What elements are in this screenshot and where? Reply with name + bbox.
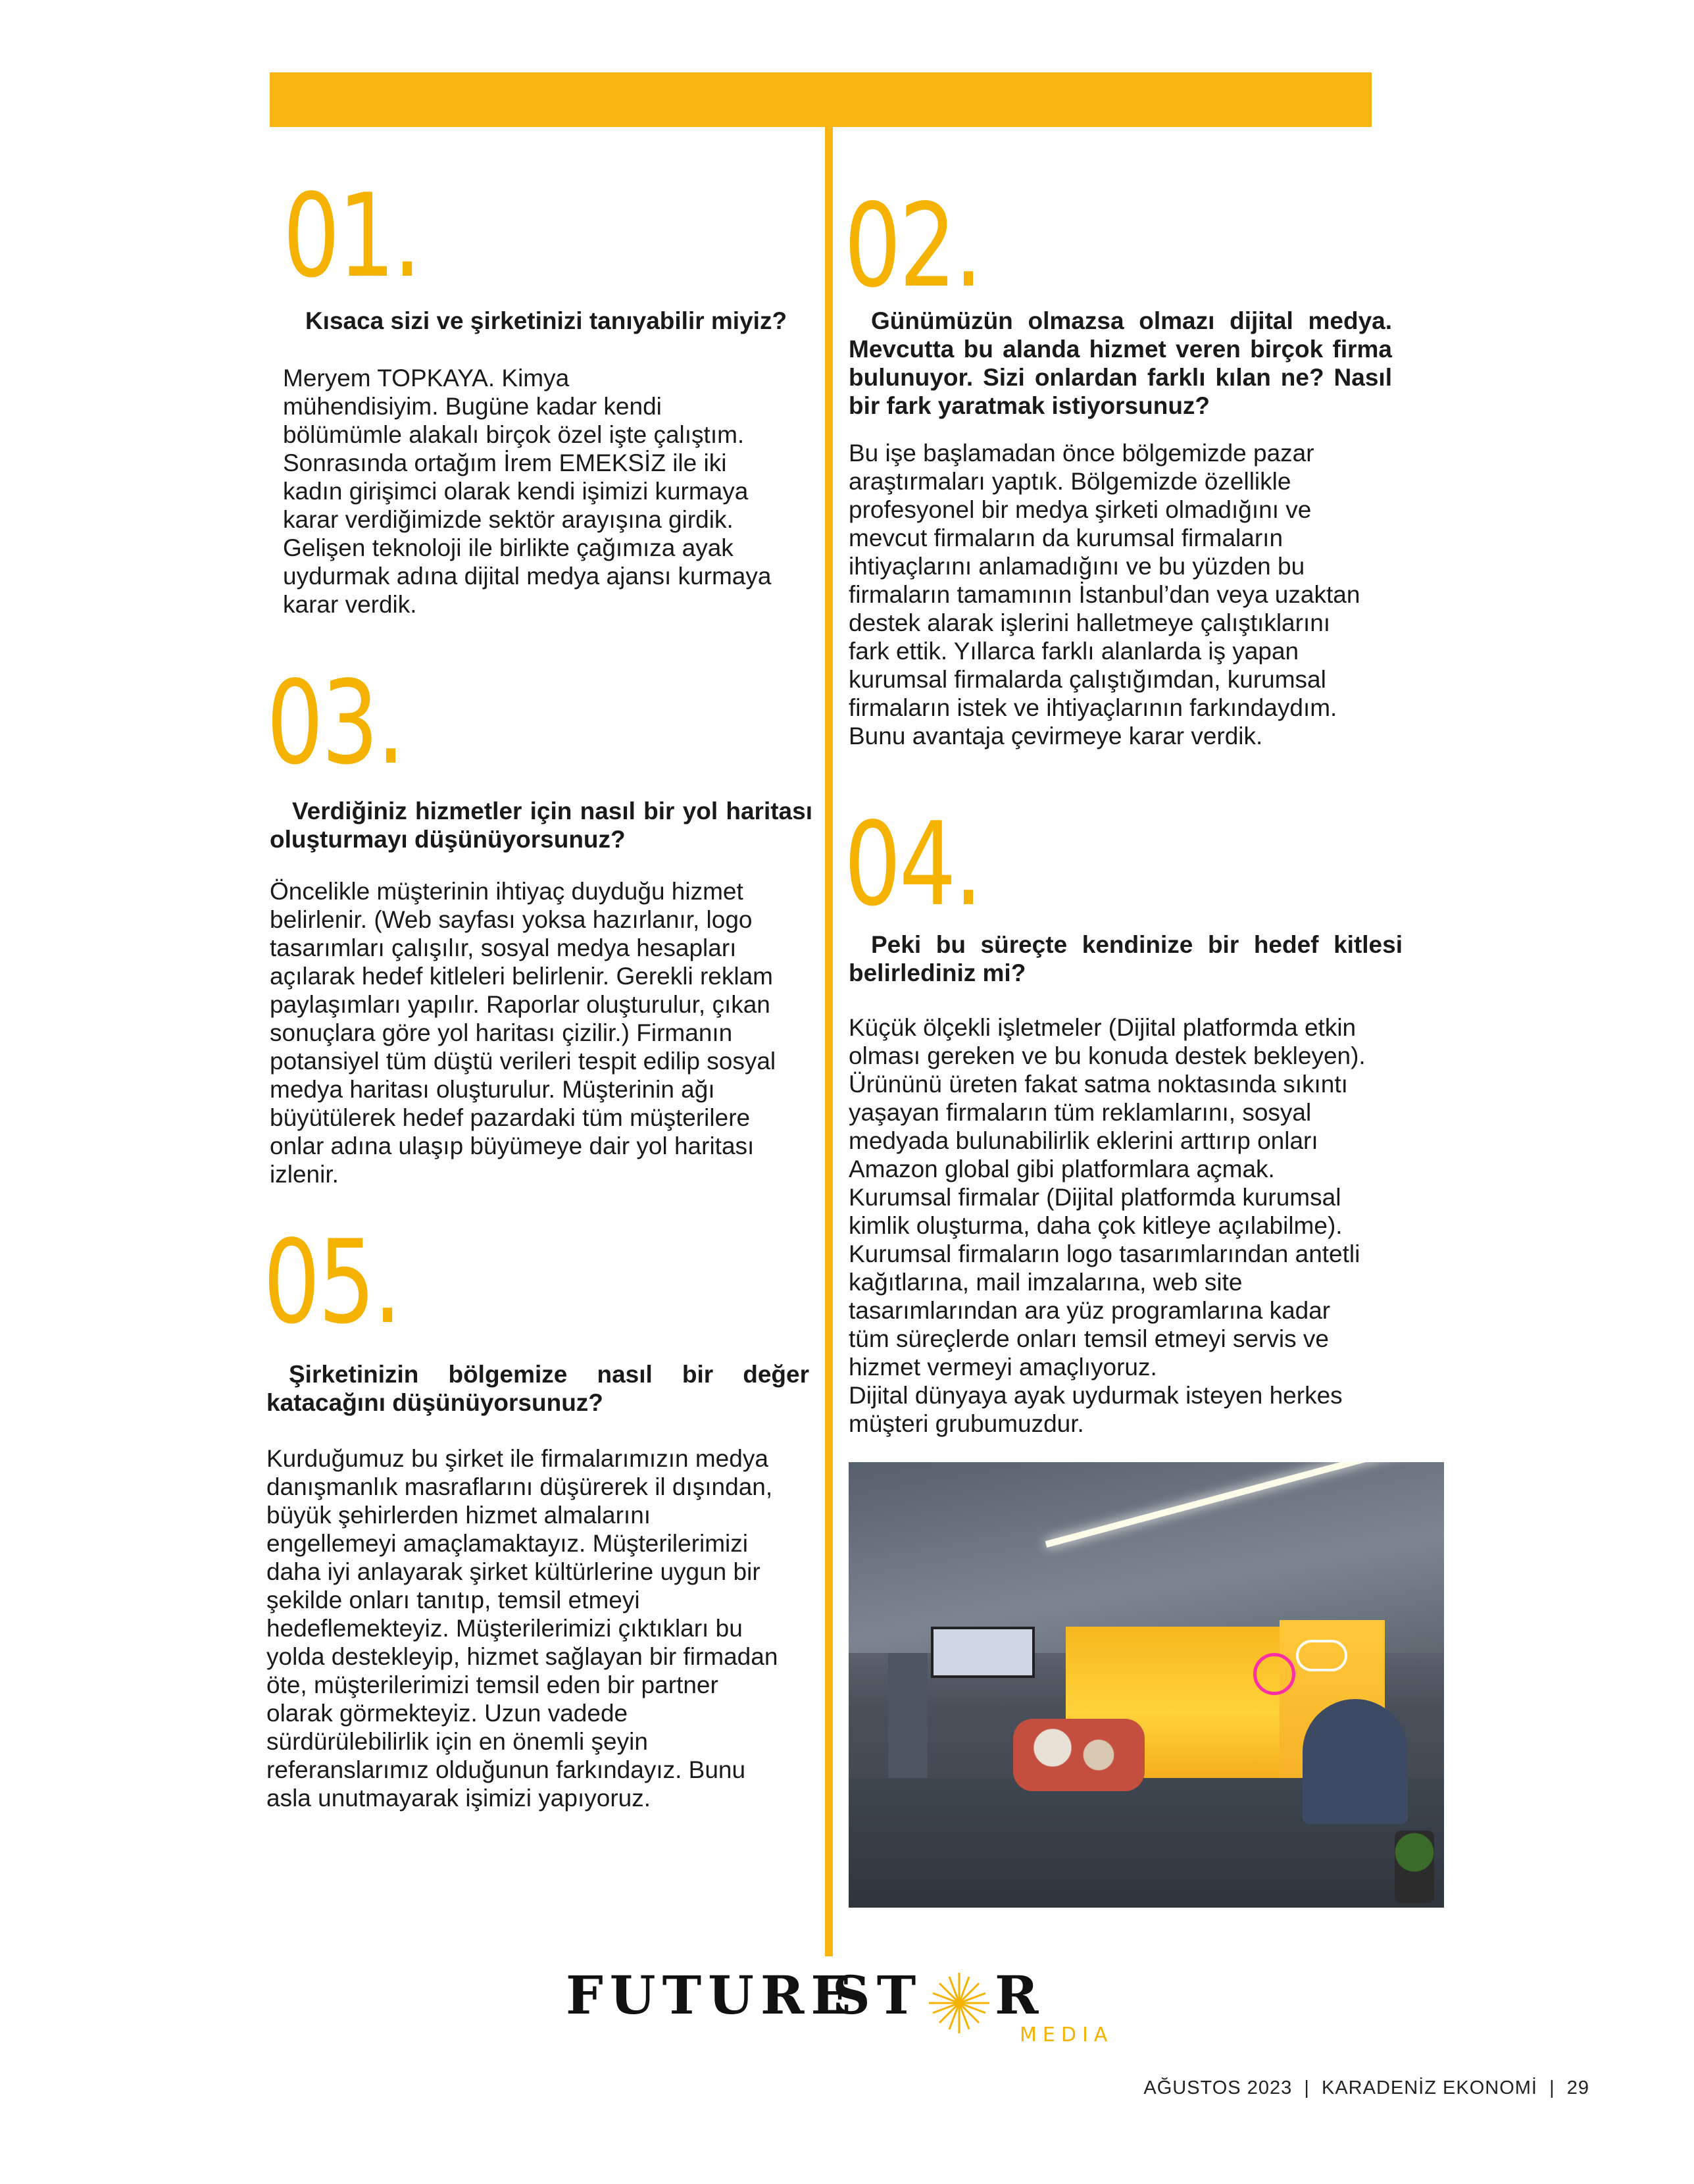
answer-01: Meryem TOPKAYA. Kimya mühendisiyim. Bugüne kadar kendi bölümümle alakalı birçok özel işte çalıştım. Sonrasında ortağım İrem EMEKSİZ ile iki kadın girişimci olarak kendi işimizi kurmaya karar verdiğimizde sektör arayışına girdik. Gelişen teknoloji ile birlikte çağımıza ayak uydurmak adına dijital medya ajansı kurmaya karar verdik. — [283, 365, 772, 618]
column-divider — [825, 127, 833, 1956]
top-accent-bar — [270, 72, 1372, 127]
section-number-01: 01. — [283, 170, 420, 303]
logo-word-st: ST — [832, 1964, 923, 2026]
section-number-05: 05. — [263, 1216, 400, 1350]
logo-word-r: R — [995, 1964, 1045, 2026]
answer-02: Bu işe başlamadan önce bölgemizde pazar araştırmaları yaptık. Bölgemizde özellikle profesyonel bir medya şirketi olmadığını ve mevcut firmaların da kurumsal firmaların ihtiyaçlarını anlamadığını ve bu yüzden bu firmaların tamamının İstanbul’dan veya uzaktan destek alarak işlerini halletmeye çalıştıklarını fark ettik. Yıllarca farklı alanlarda iş yapan kurumsal firmalarda çalıştığımdan, kurumsal firmaların istek ve ihtiyaçlarının farkındaydım. Bunu avantaja çevirmeye karar verdik. — [849, 440, 1360, 749]
question-03: Verdiğiniz hizmetler için nasıl bir yol haritası oluşturmayı düşünüyorsunuz? — [270, 798, 812, 853]
section-number-02: 02. — [844, 180, 981, 313]
photo-neon-sign — [1253, 1653, 1295, 1695]
logo-word-media: MEDIA — [1020, 2023, 1114, 2046]
section-number-04: 04. — [844, 798, 981, 932]
answer-05: Kurduğumuz bu şirket ile firmalarımızın medya danışmanlık masraflarını düşürerek il dışından, büyük şehirlerden hizmet almalarını engellemeyi amaçlamaktayız. Müşterilerimizi daha iyi anlayarak şirket kültürlerine uygun bir şekilde onları tanıtıp, temsil etmeyi hedeflemekteyiz. Müşterilerimizi çıktıkları bu yolda destekleyip, hizmet sağlayan bir firmadan öte, müşterilerimizi temsil eden bir partner olarak görmekteyiz. Uzun vadede sürdürülebilirlik için en önemli şeyin referanslarımız olduğunun farkındayız. Bunu asla unutmayarak işimizi yapıyoruz. — [266, 1445, 778, 1812]
photo-plant — [1395, 1831, 1434, 1903]
future-star-media-logo — [566, 1964, 1114, 2048]
question-02: Günümüzün olmazsa olmazı dijital medya. Mevcutta bu alanda hizmet veren birçok firma bulunuyor. Sizi onlardan farklı kılan ne? Nasıl bir fark yaratmak istiyorsunuz? — [849, 307, 1392, 419]
page-footer: AĞUSTOS 2023 | KARADENİZ EKONOMİ | 29 — [1143, 2077, 1589, 2098]
answer-03: Öncelikle müşterinin ihtiyaç duyduğu hizmet belirlenir. (Web sayfası yoksa hazırlanır, logo tasarımları çalışılır, sosyal medya hesapları açılarak hedef kitleleri belirlenir. Gerekli reklam paylaşımları yapılır. Raporlar oluşturulur, çıkan sonuçlara göre yol haritası çizilir.) Firmanın potansiyel tüm düştü verileri tespit edilip sosyal medya haritası oluşturulur. Müşterinin ağı büyütülerek hedef pazardaki tüm müşterilere onlar adına ulaşıp büyümeye dair yol haritası izlenir. — [270, 878, 776, 1188]
photo-people-at-table — [1013, 1719, 1145, 1791]
photo-sofa — [1303, 1699, 1408, 1824]
question-05: Şirketinizin bölgemize nasıl bir değer katacağını düşünüyorsunuz? — [266, 1361, 809, 1416]
photo-door — [888, 1653, 928, 1785]
question-01: Kısaca sizi ve şirketinizi tanıyabilir miyiz? — [305, 307, 787, 334]
photo-screen — [931, 1627, 1035, 1678]
answer-04: Küçük ölçekli işletmeler (Dijital platformda etkin olması gereken ve bu konuda destek bekleyen). Ürününü üreten fakat satma noktasında sıkıntı yaşayan firmaların tüm reklamlarını, sosyal medyada bulunabilirlik eklerini arttırıp onları Amazon global gibi platformlara açmak. Kurumsal firmalar (Dijital platformda kurumsal kimlik oluşturma, daha çok kitleye açılabilme). Kurumsal firmaların logo tasarımlarından antetli kağıtlarına, mail imzalarına, web site tasarımlarından ara yüz programlarına kadar tüm süreçlerde onları temsil etmeyi servis ve hizmet vermeyi amaçlıyoruz. Dijital dünyaya ayak uydurmak isteyen herkes müşteri grubumuzdur. — [849, 1014, 1366, 1437]
section-number-03: 03. — [266, 657, 403, 790]
logo-word-future: FUTURE — [566, 1964, 858, 2026]
star-icon — [926, 1970, 992, 2036]
office-photo — [849, 1462, 1444, 1908]
question-04: Peki bu süreçte kendinize bir hedef kitlesi belirlediniz mi? — [849, 931, 1403, 986]
photo-neon-bubble — [1296, 1640, 1347, 1671]
